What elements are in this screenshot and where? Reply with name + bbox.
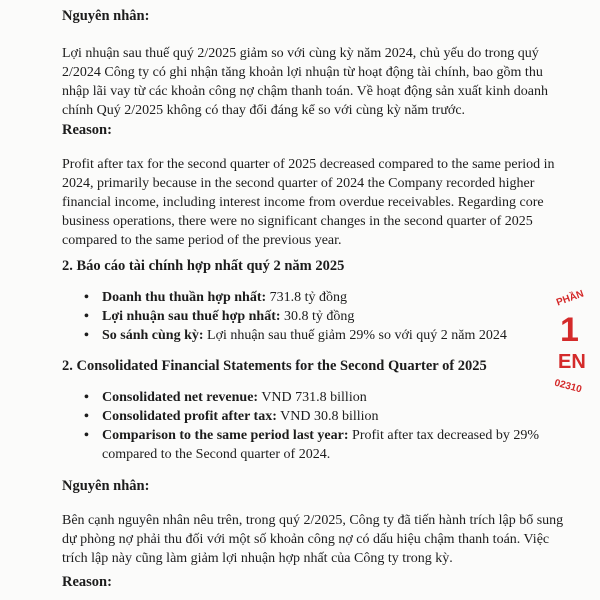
item-label: Consolidated profit after tax: xyxy=(102,409,277,424)
item-value: VND 30.8 billion xyxy=(276,409,379,424)
bullet-icon: • xyxy=(84,290,89,305)
paragraph-cause-vi-2 xyxy=(62,511,564,568)
section-heading-reason-en: Reason: xyxy=(62,122,112,138)
item-label: Comparison to the same period last year: xyxy=(102,428,349,443)
text-line: business operations, there were no significant changes in the second quarter of 2025 xyxy=(62,214,533,229)
bullet-icon: • xyxy=(84,428,89,443)
item-value: Profit after tax decreased by 29% xyxy=(348,428,540,443)
item-value: 731.8 tỷ đồng xyxy=(266,290,348,305)
text-line: Lợi nhuận sau thuế quý 2/2025 giảm so với cùng kỳ năm 2024, chủ yếu do trong quý xyxy=(62,46,539,61)
item-label: Lợi nhuận sau thuế hợp nhất: xyxy=(102,309,281,324)
bullet-icon: • xyxy=(84,409,89,424)
list-item xyxy=(62,407,562,426)
text-line: dự phòng nợ phải thu đối với một số khoản công nợ có dấu hiệu chậm thanh toán. Việc xyxy=(62,532,550,547)
financial-list-vi xyxy=(62,288,562,345)
list-item xyxy=(62,288,562,307)
stamp-text: 1 xyxy=(560,311,579,349)
text-line: 2024, primarily because in the second quarter of 2024 the Company recorded higher xyxy=(62,176,535,191)
bullet-icon: • xyxy=(84,390,89,405)
item-continuation: compared to the Second quarter of 2024. xyxy=(102,447,331,462)
item-value: Lợi nhuận sau thuế giảm 29% so với quý 2 năm 2024 xyxy=(203,328,507,343)
stamp-text: PHẦN xyxy=(554,288,586,309)
text-line: compared to the same period of the previous year. xyxy=(62,233,342,248)
text-line: financial income, including interest income from overdue receivables. Regarding core xyxy=(62,195,544,210)
section-heading-cause-vi: Nguyên nhân: xyxy=(62,8,150,24)
list-item xyxy=(62,388,562,407)
bullet-icon: • xyxy=(84,328,89,343)
bullet-icon: • xyxy=(84,309,89,324)
item-value: VND 731.8 billion xyxy=(258,390,367,405)
item-value: 30.8 tỷ đồng xyxy=(280,309,355,324)
section-heading-cause-vi-2: Nguyên nhân: xyxy=(62,478,150,494)
stamp-text: EN xyxy=(558,351,586,373)
item-label: So sánh cùng kỳ: xyxy=(102,328,204,343)
text-line: chính Quý 2/2025 không có thay đổi đáng kể so với cùng kỳ năm trước. xyxy=(62,103,466,118)
paragraph-reason-en xyxy=(62,155,554,250)
list-item xyxy=(62,307,562,326)
text-line: Profit after tax for the second quarter of 2025 decreased compared to the same period in xyxy=(62,157,555,172)
text-line: trích lập này cũng làm giảm lợi nhuận hợp nhất của Công ty trong kỳ. xyxy=(62,551,453,566)
text-line: 2/2024 Công ty có ghi nhận tăng khoản lợi nhuận từ hoạt động tài chính, bao gồm thu xyxy=(62,65,543,80)
section-heading-financial-vi: 2. Báo cáo tài chính hợp nhất quý 2 năm 2025 xyxy=(62,258,345,274)
item-label: Doanh thu thuần hợp nhất: xyxy=(102,290,267,305)
stamp-text: 02310 xyxy=(553,377,583,396)
text-line: Bên cạnh nguyên nhân nêu trên, trong quý 2/2025, Công ty đã tiến hành trích lập bổ sung xyxy=(62,513,564,528)
company-stamp xyxy=(550,285,600,405)
list-item xyxy=(62,426,562,464)
text-line: nhập lãi vay từ các khoản công nợ chậm thanh toán. Về hoạt động sản xuất kinh doanh xyxy=(62,84,548,99)
section-heading-reason-en-2: Reason: xyxy=(62,574,112,590)
item-label: Consolidated net revenue: xyxy=(102,390,259,405)
section-heading-financial-en: 2. Consolidated Financial Statements for the Second Quarter of 2025 xyxy=(62,358,487,374)
financial-list-en xyxy=(62,388,562,464)
paragraph-cause-vi xyxy=(62,44,554,120)
list-item xyxy=(62,326,562,345)
